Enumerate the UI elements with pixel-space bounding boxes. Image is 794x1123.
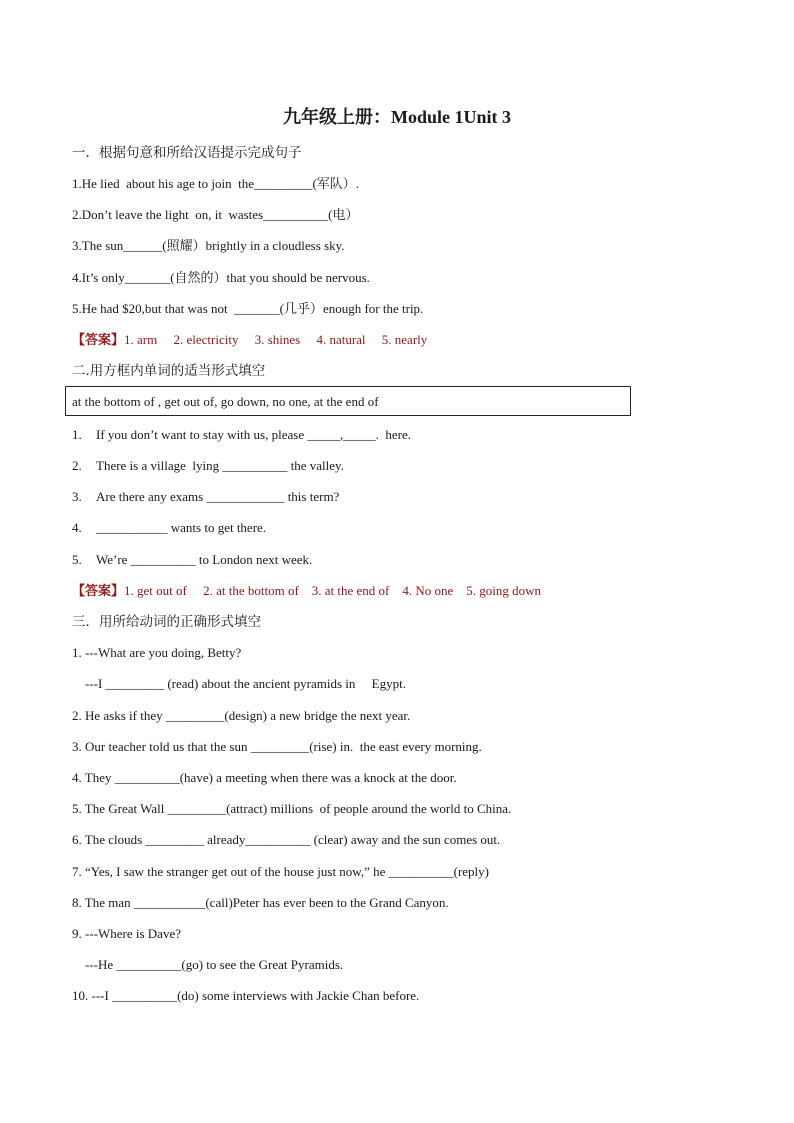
- item-number: 3.: [72, 489, 82, 504]
- section1-heading: 一．根据句意和所给汉语提示完成句子: [72, 145, 302, 161]
- answer-text: 1. get out of 2. at the bottom of 3. at the end of 4. No one 5. going down: [124, 583, 542, 598]
- section2-item: [72, 552, 312, 568]
- section3-item: 1. ---What are you doing, Betty?: [72, 645, 242, 660]
- section1-item: 3.The sun______(照耀）brightly in a cloudless sky.: [72, 238, 345, 253]
- section3-item: 10. ---I __________(do) some interviews with Jackie Chan before.: [72, 988, 420, 1003]
- section3-item: ---He __________(go) to see the Great Pyramids.: [72, 957, 344, 972]
- section1-item: 5.He had $20,but that was not _______(几乎）enough for the trip.: [72, 301, 424, 316]
- answer-tag: 【答案】: [72, 584, 125, 599]
- item-number: 5.: [72, 552, 82, 567]
- section3-heading: 三．用所给动词的正确形式填空: [72, 614, 261, 630]
- word-box-text: at the bottom of , get out of, go down, no one, at the end of: [72, 394, 379, 409]
- section3-item: 2. He asks if they _________(design) a new bridge the next year.: [72, 708, 411, 723]
- section3-item: 7. “Yes, I saw the stranger get out of the house just now,” he __________(reply): [72, 864, 490, 879]
- section2-heading: 二.用方框内单词的适当形式填空: [72, 363, 266, 379]
- section3-item: 3. Our teacher told us that the sun _________(rise) in. the east every morning.: [72, 739, 482, 754]
- item-text: Are there any exams ____________ this term?: [96, 489, 340, 504]
- section3-item: 4. They __________(have) a meeting when there was a knock at the door.: [72, 770, 457, 785]
- answer-text: 1. arm 2. electricity 3. shines 4. natural 5. nearly: [124, 332, 428, 347]
- section1-item: 1.He lied about his age to join the_________(军队）.: [72, 176, 360, 191]
- item-number: 4.: [72, 520, 82, 535]
- section3-item: 8. The man ___________(call)Peter has ever been to the Grand Canyon.: [72, 895, 449, 910]
- section3-item: 6. The clouds _________ already__________ (clear) away and the sun comes out.: [72, 832, 501, 847]
- item-number: 1.: [72, 427, 82, 442]
- word-box: [65, 386, 631, 416]
- section2-item: [72, 458, 344, 474]
- item-text: We’re __________ to London next week.: [96, 552, 313, 567]
- page-title: 九年级上册：Module 1Unit 3: [282, 107, 511, 127]
- answer-tag: 【答案】: [72, 333, 125, 348]
- section3-item: 5. The Great Wall _________(attract) millions of people around the world to China.: [72, 801, 512, 816]
- item-number: 2.: [72, 458, 82, 473]
- item-text: ___________ wants to get there.: [96, 520, 267, 535]
- section1-item: 4.It’s only_______(自然的）that you should be nervous.: [72, 270, 370, 285]
- item-text: If you don’t want to stay with us, please _____,_____. here.: [96, 427, 411, 442]
- section1-item: 2.Don’t leave the light on, it wastes__________(电）: [72, 207, 359, 222]
- section2-item: [72, 520, 266, 536]
- section2-item: [72, 427, 411, 443]
- section1-answer: [72, 332, 427, 349]
- item-text: There is a village lying __________ the valley.: [96, 458, 344, 473]
- section3-item: 9. ---Where is Dave?: [72, 926, 181, 941]
- section2-answer: [72, 583, 541, 600]
- section3-item: ---I _________ (read) about the ancient pyramids in Egypt.: [72, 676, 406, 691]
- section2-item: [72, 489, 339, 505]
